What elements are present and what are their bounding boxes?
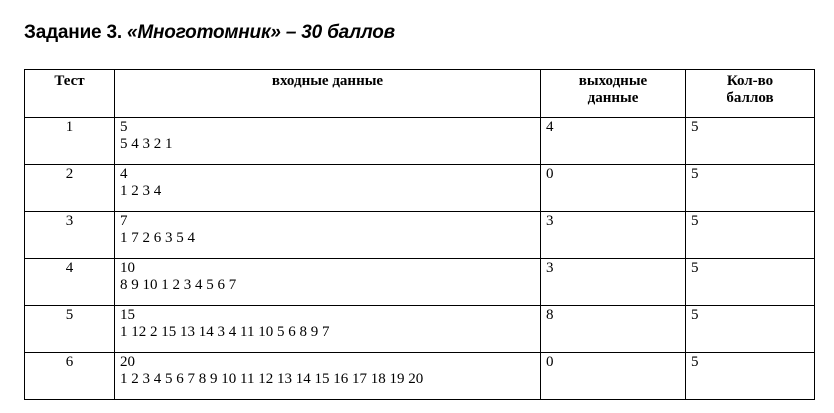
header-points-line2: баллов — [726, 90, 774, 106]
input-sequence: 1 12 2 15 13 14 3 4 11 10 5 6 8 9 7 — [120, 324, 330, 340]
input-count: 10 — [120, 260, 135, 276]
header-points — [686, 70, 815, 118]
input-cell — [115, 306, 541, 353]
points-cell: 5 — [686, 353, 815, 400]
input-sequence: 1 2 3 4 — [120, 183, 162, 199]
output-cell: 0 — [541, 353, 686, 400]
input-count: 15 — [120, 307, 135, 323]
input-cell — [115, 353, 541, 400]
output-cell: 0 — [541, 165, 686, 212]
table-row — [25, 259, 815, 306]
input-sequence: 8 9 10 1 2 3 4 5 6 7 — [120, 277, 237, 293]
header-output — [541, 70, 686, 118]
input-sequence: 5 4 3 2 1 — [120, 136, 173, 152]
table-row — [25, 212, 815, 259]
input-cell — [115, 165, 541, 212]
test-number-cell: 4 — [25, 259, 115, 306]
header-output-line2: данные — [587, 90, 639, 106]
output-cell: 8 — [541, 306, 686, 353]
table-row — [25, 353, 815, 400]
test-number-cell: 2 — [25, 165, 115, 212]
test-results-table — [24, 69, 815, 400]
output-cell: 3 — [541, 212, 686, 259]
test-number-cell: 6 — [25, 353, 115, 400]
task-title: «Многотомник» – 30 баллов — [127, 22, 395, 43]
header-points-line1: Кол-во — [726, 73, 774, 89]
header-output-line1: выходные — [578, 73, 648, 89]
test-number-cell: 3 — [25, 212, 115, 259]
input-cell — [115, 212, 541, 259]
header-test: Тест — [25, 70, 115, 118]
points-cell: 5 — [686, 212, 815, 259]
points-cell: 5 — [686, 306, 815, 353]
input-sequence: 1 7 2 6 3 5 4 — [120, 230, 195, 246]
task-heading — [24, 22, 395, 44]
points-cell: 5 — [686, 165, 815, 212]
input-count: 7 — [120, 213, 128, 229]
input-cell — [115, 118, 541, 165]
table-header-row — [25, 70, 815, 118]
test-number-cell: 1 — [25, 118, 115, 165]
input-count: 5 — [120, 119, 128, 135]
test-number-cell: 5 — [25, 306, 115, 353]
input-cell — [115, 259, 541, 306]
input-count: 4 — [120, 166, 128, 182]
input-count: 20 — [120, 354, 135, 370]
table-row — [25, 165, 815, 212]
task-number: Задание 3. — [24, 22, 128, 43]
table-row — [25, 306, 815, 353]
points-cell: 5 — [686, 259, 815, 306]
output-cell: 3 — [541, 259, 686, 306]
header-input: входные данные — [115, 70, 541, 118]
table-row — [25, 118, 815, 165]
input-sequence: 1 2 3 4 5 6 7 8 9 10 11 12 13 14 15 16 17 18 19 20 — [120, 371, 424, 387]
output-cell: 4 — [541, 118, 686, 165]
points-cell: 5 — [686, 118, 815, 165]
